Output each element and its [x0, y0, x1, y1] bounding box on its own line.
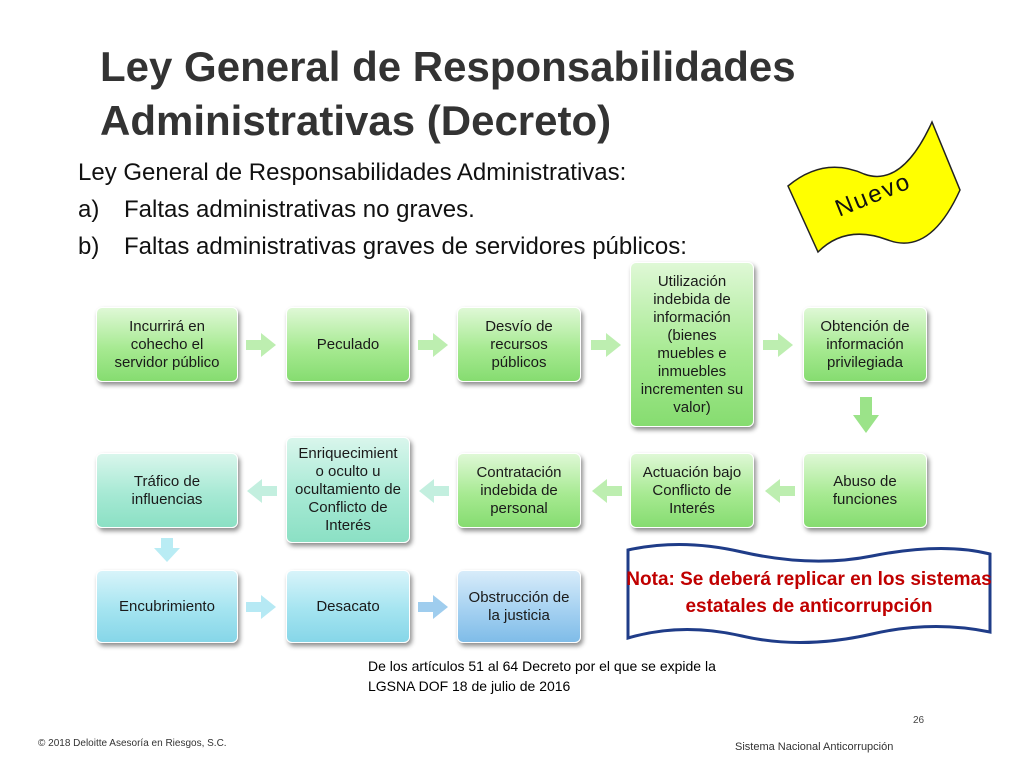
intro-item-b: [78, 228, 687, 265]
box-desvio: [457, 307, 581, 382]
box-desacato: [286, 570, 410, 643]
footnote-line: De los artículos 51 al 64 Decreto por el que se expide la: [368, 658, 716, 674]
box-cohecho: [96, 307, 238, 382]
arrow-down-icon: [852, 396, 880, 434]
arrow-right-icon: [417, 332, 449, 358]
page-number: 26: [913, 715, 925, 726]
box-label: Incurrirá en cohecho el servidor público: [114, 317, 220, 371]
nuevo-label: Nuevo: [831, 167, 916, 223]
box-peculado: [286, 307, 410, 382]
arrow-right-icon: [245, 594, 277, 620]
arrow-right-icon: [762, 332, 794, 358]
box-obtencion: [803, 307, 927, 382]
box-label: Abuso de funciones: [832, 472, 898, 508]
system-name: Sistema Nacional Anticorrupción: [735, 741, 894, 753]
nuevo-badge: [784, 116, 964, 256]
note-text: Nota: Se deberá replicar en los sistemas estatales de anticorrupción: [626, 569, 992, 617]
box-label: Desacato: [316, 597, 380, 615]
box-trafico: [96, 453, 238, 528]
source-footnote: [368, 656, 716, 696]
intro-item-text: Faltas administrativas graves de servidores públicos:: [124, 233, 687, 260]
box-label: Obstrucción de la justicia: [468, 588, 570, 624]
box-obstruccion: [457, 570, 581, 643]
intro-item-text: Faltas administrativas no graves.: [124, 196, 475, 223]
intro-item-letter: b): [78, 233, 100, 260]
box-contratacion: [457, 453, 581, 528]
arrow-left-icon: [246, 478, 278, 504]
slide-title: Ley General de Responsabilidades Administrativas (Decreto): [100, 43, 796, 144]
intro-item-letter: a): [78, 196, 100, 223]
arrow-left-icon: [591, 478, 623, 504]
box-label: Obtención de información privilegiada: [820, 317, 910, 371]
box-enriquecimiento: [286, 437, 410, 543]
box-abuso: [803, 453, 927, 528]
arrow-left-icon: [764, 478, 796, 504]
box-label: Contratación indebida de personal: [476, 463, 562, 517]
arrow-right-icon: [417, 594, 449, 620]
intro-item-a: [78, 191, 687, 228]
box-label: Peculado: [316, 335, 380, 353]
box-encubrimiento: [96, 570, 238, 643]
box-label: Actuación bajo Conflicto de Interés: [642, 463, 742, 517]
intro-list: [78, 154, 687, 265]
box-label: Enriquecimient o oculto u ocultamiento de Conflicto de Interés: [295, 445, 401, 534]
box-label: Tráfico de influencias: [131, 472, 203, 508]
intro-heading: Ley General de Responsabilidades Administrativas:: [78, 159, 627, 186]
arrow-right-icon: [590, 332, 622, 358]
arrow-right-icon: [245, 332, 277, 358]
box-actuacion: [630, 453, 754, 528]
copyright-text: © 2018 Deloitte Asesoría en Riesgos, S.C.: [38, 738, 227, 749]
arrow-left-icon: [418, 478, 450, 504]
box-label: Utilización indebida de información (bienes muebles e inmuebles incrementen su valor): [640, 272, 744, 416]
box-label: Desvío de recursos públicos: [485, 317, 553, 371]
footnote-line: LGSNA DOF 18 de julio de 2016: [368, 678, 571, 694]
box-label: Encubrimiento: [119, 597, 215, 615]
arrow-down-icon: [153, 537, 181, 563]
box-utilizacion: [630, 262, 754, 427]
